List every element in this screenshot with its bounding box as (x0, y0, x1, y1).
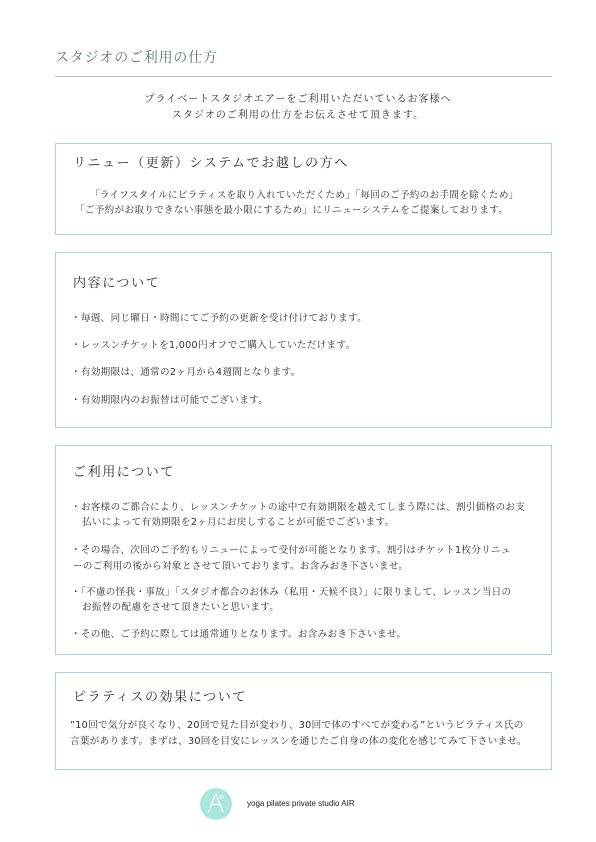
section-heading: ピラティスの効果について (73, 690, 247, 705)
list-item: ・お客様のご都合により、レッスンチケットの途中で有効期限を越えてしまう際には、割引価格のお支 (71, 502, 526, 513)
list-item-continuation: ーのご利用の後から対象とさせて頂いております。お含みおき下さいませ。 (73, 561, 409, 572)
section-heading: リニュー（更新）システムでお越しの方へ (73, 156, 349, 171)
list-item: ・レッスンチケットを1,000円オフでご購入していただけます。 (71, 340, 356, 351)
paragraph-line: ”10回で気分が良くなり、20回で見た目が変わり、30回で体のすべてが変わる”というピラティス氏の (70, 720, 524, 731)
paragraph-line: 「ご予約がお取りできない事態を最小限にするため」にリニューシステムをご提案しております。 (75, 205, 509, 216)
section-heading: 内容について (73, 276, 161, 291)
page-title: スタジオのご利用の仕方 (55, 50, 218, 66)
list-item: ・有効期限内のお振替は可能でございます。 (71, 395, 269, 406)
intro-line: プライベートスタジオエアーをご利用いただいているお客様へ (144, 94, 452, 105)
intro-line: スタジオのご利用の仕方をお伝えさせて頂きます。 (171, 110, 425, 121)
list-item-continuation: お振替の配慮をさせて頂きたいと思います。 (82, 602, 280, 613)
usage-section (55, 445, 552, 655)
paragraph-line: 「ライフスタイルにピラティスを取り入れていただくため」「毎回のご予約のお手間を除くため」 (90, 190, 519, 201)
studio-logo-icon (200, 788, 232, 820)
section-heading: ご利用について (73, 465, 175, 480)
studio-name: yoga pilates private studio AIR (247, 799, 355, 808)
list-item: ・「不慮の怪我・事故」「スタジオ都合のお休み（私用・天候不良）」に限りまして、レッスン当日の (71, 587, 512, 598)
renewal-section (55, 143, 552, 235)
list-item: ・その場合、次回のご予約もリニューによって受付が可能となります。割引はチケット1枚分リニュ (71, 545, 511, 556)
effects-section (55, 672, 552, 770)
list-item: ・毎週、同じ曜日・時間にてご予約の更新を受け付けております。 (71, 313, 368, 324)
paragraph-line: 言葉があります。まずは、30回を目安にレッスンを通じたご自身の体の変化を感じてみて下さいませ。 (70, 736, 527, 747)
list-item-continuation: 払いによって有効期限を2ヶ月にお戻しすることが可能でございます。 (82, 517, 395, 528)
list-item: ・その他、ご予約に際しては通常通りとなります。お含みおき下さいませ。 (71, 629, 407, 640)
title-divider (55, 76, 552, 77)
contents-section (55, 252, 552, 428)
list-item: ・有効期限は、通常の2ヶ月から4週間となります。 (71, 367, 301, 378)
